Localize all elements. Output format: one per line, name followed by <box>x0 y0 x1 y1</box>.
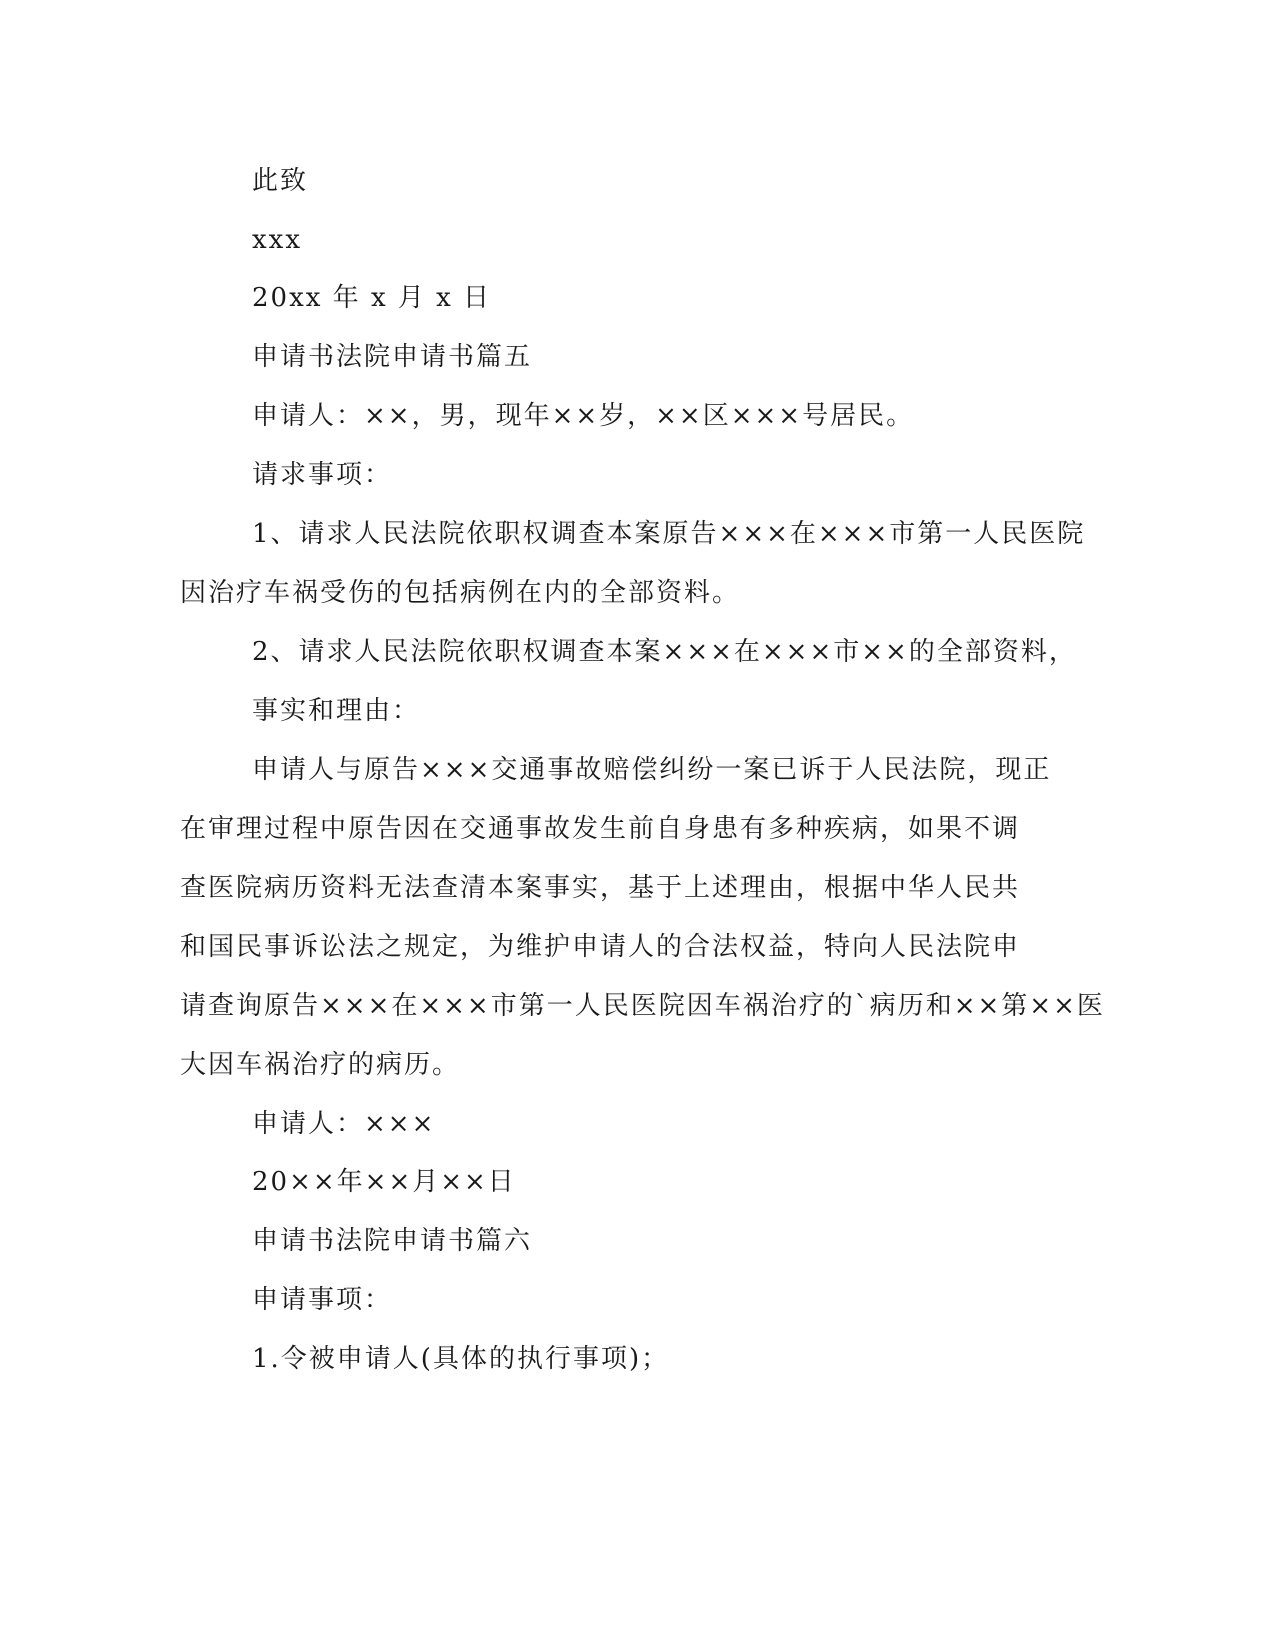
facts-paragraph-line-6: 大因车祸治疗的病历。 <box>180 1050 461 1080</box>
applicant-signature: 申请人：××× <box>252 1109 436 1139</box>
date-line: 20xx 年 x 月 x 日 <box>252 283 492 313</box>
request-items-heading: 请求事项： <box>252 460 393 490</box>
signature-date: 20××年××月××日 <box>252 1167 516 1197</box>
closing-salutation: 此致 <box>252 166 309 196</box>
request-item-1: 1、请求人民法院依职权调查本案原告×××在×××市第一人民医院 <box>252 519 1086 549</box>
request-item-2: 2、请求人民法院依职权调查本案×××在×××市××的全部资料， <box>252 637 1077 667</box>
application-items-heading: 申请事项： <box>252 1285 393 1315</box>
applicant-info: 申请人：××，男，现年××岁，××区×××号居民。 <box>252 401 915 431</box>
recipient: xxx <box>252 225 302 255</box>
section-heading-6: 申请书法院申请书篇六 <box>252 1226 533 1256</box>
facts-paragraph-line-4: 和国民事诉讼法之规定，为维护申请人的合法权益，特向人民法院申 <box>180 932 1021 962</box>
facts-paragraph-line-5: 请查询原告×××在×××市第一人民医院因车祸治疗的`病历和××第××医 <box>180 991 1105 1021</box>
facts-paragraph-line-2: 在审理过程中原告因在交通事故发生前自身患有多种疾病，如果不调 <box>180 814 1021 844</box>
facts-paragraph-line-1: 申请人与原告×××交通事故赔偿纠纷一案已诉于人民法院，现正 <box>252 755 1052 785</box>
section-heading-5: 申请书法院申请书篇五 <box>252 342 533 372</box>
facts-heading: 事实和理由： <box>252 696 421 726</box>
request-item-1-cont: 因治疗车祸受伤的包括病例在内的全部资料。 <box>180 578 741 608</box>
application-item-1: 1.令被申请人(具体的执行事项)； <box>252 1344 670 1374</box>
facts-paragraph-line-3: 查医院病历资料无法查清本案事实，基于上述理由，根据中华人民共 <box>180 873 1021 903</box>
